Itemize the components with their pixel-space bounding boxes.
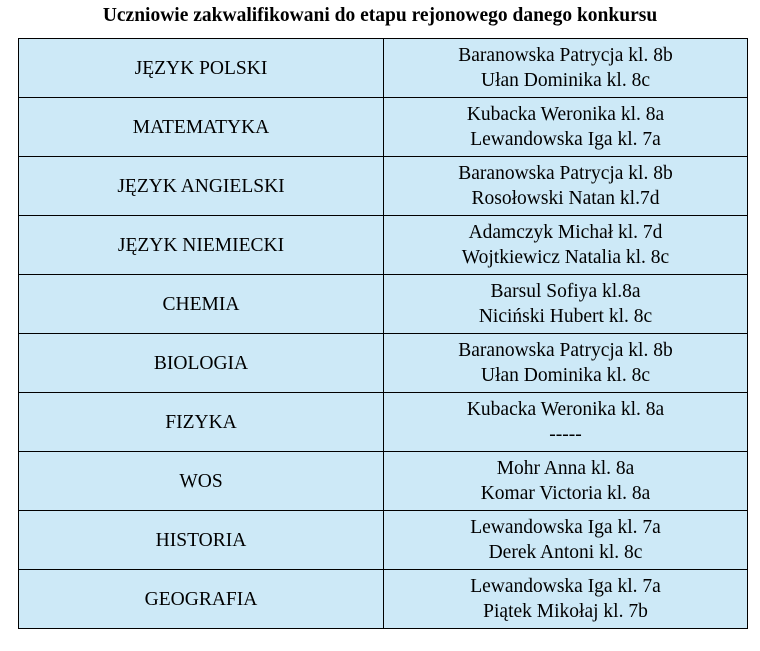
subject-cell: JĘZYK NIEMIECKI [19,216,384,275]
table-row [19,452,748,511]
subject-cell: HISTORIA [19,511,384,570]
table-row [19,275,748,334]
students-cell [384,39,748,98]
student-name: ----- [549,424,582,445]
table-row [19,39,748,98]
subject-cell: JĘZYK POLSKI [19,39,384,98]
student-name: Kubacka Weronika kl. 8a [466,399,665,420]
subject-cell: FIZYKA [19,393,384,452]
student-name: Wojtkiewicz Natalia kl. 8c [461,247,670,268]
subject-cell: CHEMIA [19,275,384,334]
student-name: Derek Antoni kl. 8c [488,542,643,563]
students-cell [384,393,748,452]
student-name: Baranowska Patrycja kl. 8b [458,163,673,184]
student-name: Komar Victoria kl. 8a [480,483,651,504]
table-row [19,334,748,393]
subject-cell: MATEMATYKA [19,98,384,157]
student-name: Ułan Dominika kl. 8c [481,365,650,386]
students-cell [384,157,748,216]
table-row [19,511,748,570]
table-row [19,216,748,275]
students-cell [384,452,748,511]
subject-cell: WOS [19,452,384,511]
student-name: Kubacka Weronika kl. 8a [466,104,665,125]
student-name: Lewandowska Iga kl. 7a [470,576,661,597]
students-cell [384,570,748,629]
table-row [19,157,748,216]
student-name: Piątek Mikołaj kl. 7b [483,601,648,622]
student-name: Rosołowski Natan kl.7d [471,188,660,209]
table-body [19,39,748,629]
students-cell [384,275,748,334]
student-name: Ułan Dominika kl. 8c [481,70,650,91]
subject-cell: GEOGRAFIA [19,570,384,629]
student-name: Barsul Sofiya kl.8a [490,281,641,302]
student-name: Lewandowska Iga kl. 7a [470,517,661,538]
student-name: Niciński Hubert kl. 8c [478,306,653,327]
table-row [19,98,748,157]
table-row [19,393,748,452]
student-name: Baranowska Patrycja kl. 8b [458,340,673,361]
student-name: Lewandowska Iga kl. 7a [470,129,661,150]
student-name: Adamczyk Michał kl. 7d [468,222,663,243]
student-name: Mohr Anna kl. 8a [496,458,635,479]
qualified-students-table [18,38,748,629]
students-cell [384,511,748,570]
student-name: Baranowska Patrycja kl. 8b [458,45,673,66]
page-title: Uczniowie zakwalifikowani do etapu rejonowego danego konkursu [102,5,658,26]
subject-cell: BIOLOGIA [19,334,384,393]
table-row [19,570,748,629]
students-cell [384,216,748,275]
subject-cell: JĘZYK ANGIELSKI [19,157,384,216]
students-cell [384,334,748,393]
students-cell [384,98,748,157]
